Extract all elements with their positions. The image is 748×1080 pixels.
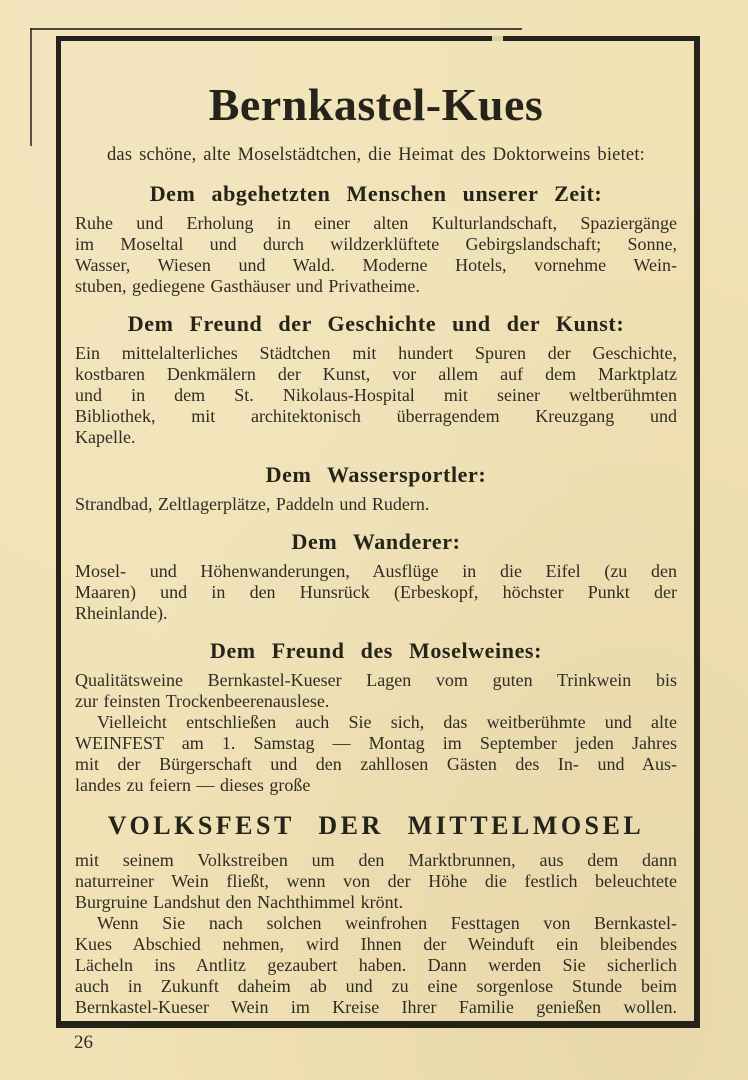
text-line: im Moseltal und durch wildzerklüftete Gebirgslandschaft; Sonne, [75, 234, 677, 254]
paragraph [75, 712, 677, 796]
text-line: Rheinlande). [75, 603, 168, 623]
paragraph [75, 850, 677, 913]
text-line: Burgruine Landshut den Nachthimmel krönt. [75, 892, 404, 912]
section-heading: Dem Wanderer: [291, 529, 461, 554]
sections [75, 181, 677, 1018]
page-frame-border [56, 36, 700, 1028]
text-line: zur feinsten Trockenbeerenauslese. [75, 691, 330, 711]
text-line: landes zu feiern — dieses große [75, 775, 311, 795]
paragraph [75, 343, 677, 448]
section [75, 311, 677, 448]
text-line: Strandbad, Zeltlagerplätze, Paddeln und Rudern. [75, 494, 430, 514]
text-line: Bernkastel-Kueser Wein im Kreise Ihrer Familie genießen wollen. [75, 997, 677, 1017]
section [75, 462, 677, 515]
text-line: auch in Zukunft daheim ab und zu eine sorgenlose Stunde beim [75, 976, 677, 996]
section [75, 638, 677, 796]
text-line: Mosel- und Höhenwanderungen, Ausflüge in die Eifel (zu den [75, 561, 677, 581]
section-heading: Dem Wassersportler: [265, 462, 487, 487]
text-line: Wenn Sie nach solchen weinfrohen Festtagen von Bernkastel- [97, 913, 677, 933]
text-line: Kapelle. [75, 427, 136, 447]
section-heading: Dem Freund des Moselweines: [209, 638, 543, 663]
text-line: Maaren) und in den Hunsrück (Erbeskopf, höchster Punkt der [75, 582, 677, 602]
text-line: Vielleicht entschließen auch Sie sich, das weitberühmte und alte [97, 712, 677, 732]
section [75, 529, 677, 624]
text-line: stuben, gediegene Gasthäuser und Privatheime. [75, 276, 420, 296]
text-line: und in dem St. Nikolaus-Hospital mit seiner weltberühmten [75, 385, 677, 405]
text-line: Bibliothek, mit architektonisch überragendem Kreuzgang und [75, 406, 677, 426]
page-subtitle: das schöne, alte Moselstädtchen, die Heimat des Doktorweins bietet: [106, 145, 645, 165]
text-line: naturreiner Wein fließt, wenn von der Höhe die festlich beleuchtete [75, 871, 677, 891]
paragraph [75, 561, 677, 624]
text-line: mit seinem Volkstreiben um den Marktbrunnen, aus dem dann [75, 850, 677, 870]
text-line: kostbaren Denkmälern der Kunst, vor allem auf dem Marktplatz [75, 364, 677, 384]
section-heading: Dem abgehetzten Menschen unserer Zeit: [149, 181, 603, 206]
text-line: Kues Abschied nehmen, wird Ihnen der Weinduft ein bleibendes [75, 934, 677, 954]
text-line: Lächeln ins Antlitz gezaubert haben. Dann werden Sie sicherlich [75, 955, 677, 975]
paragraph [75, 670, 677, 712]
text-line: Ein mittelalterliches Städtchen mit hundert Spuren der Geschichte, [75, 343, 677, 363]
text-line: Qualitätsweine Bernkastel-Kueser Lagen vom guten Trinkwein bis [75, 670, 677, 690]
page-title: Bernkastel-Kues [208, 79, 544, 130]
print-artifact-left-line [30, 28, 32, 146]
section-heading: Dem Freund der Geschichte und der Kunst: [127, 311, 625, 336]
print-artifact-border-gap [492, 35, 503, 42]
page-number: 26 [74, 1032, 93, 1053]
text-line: Wasser, Wiesen und Wald. Moderne Hotels, vornehme Wein- [75, 255, 677, 275]
print-artifact-top-line [30, 28, 522, 30]
section [75, 181, 677, 297]
text-line: Ruhe und Erholung in einer alten Kulturlandschaft, Spaziergänge [75, 213, 677, 233]
paragraph [75, 913, 677, 1018]
text-line: mit der Bürgerschaft und den zahllosen Gästen des In- und Aus- [75, 754, 677, 774]
section-heading: VOLKSFEST DER MITTELMOSEL [107, 811, 645, 840]
text-line: WEINFEST am 1. Samstag — Montag im September jeden Jahres [75, 733, 677, 753]
section [75, 810, 677, 1018]
paragraph [75, 213, 677, 297]
paragraph [75, 494, 677, 515]
